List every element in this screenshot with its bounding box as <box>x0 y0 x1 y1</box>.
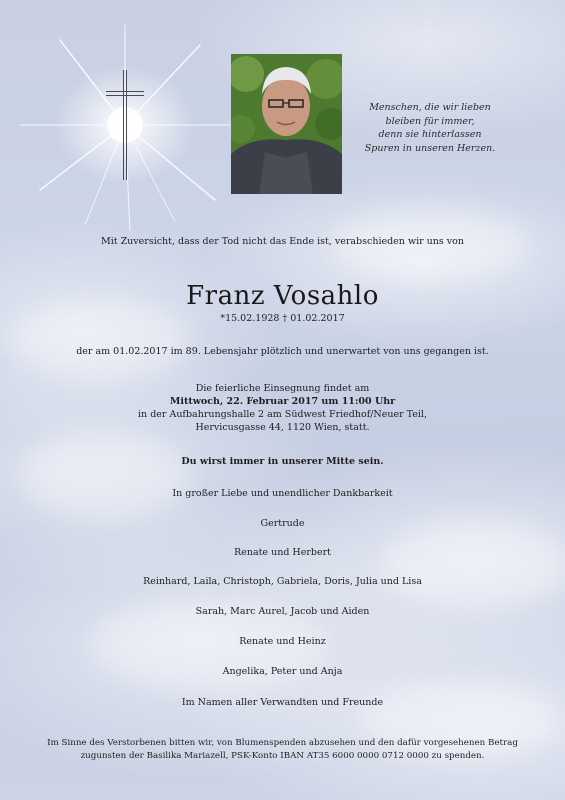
poem-line: Spuren in unseren Herzen. <box>364 142 496 154</box>
family-line: Sarah, Marc Aurel, Jacob und Aiden <box>195 606 370 617</box>
poem-line: denn sie hinterlassen <box>378 129 482 140</box>
motto: Du wirst immer in unserer Mitte sein. <box>181 456 384 467</box>
intro-text: Mit Zuversicht, dass der Tod nicht das Ende ist, verabschieden wir uns von <box>100 236 465 247</box>
family-line: Gertrude <box>260 518 305 529</box>
family-line: Renate und Herbert <box>234 547 331 558</box>
life-dates: *15.02.1928 † 01.02.2017 <box>220 313 345 324</box>
poem-line: bleiben für immer, <box>385 115 475 127</box>
family-line: Angelika, Peter und Anja <box>222 666 343 677</box>
ceremony-date: Mittwoch, 22. Februar 2017 um 11:00 Uhr <box>169 396 396 407</box>
deceased-name: Franz Vosahlo <box>186 281 379 311</box>
death-text: der am 01.02.2017 im 89. Lebensjahr plötzlich und unerwartet von uns gegangen ist. <box>76 346 489 357</box>
poem <box>360 101 500 155</box>
donation-note: zugunsten der Basilika Mariazell, PSK-Konto IBAN AT35 6000 0000 0712 0000 zu spenden. <box>80 751 485 761</box>
family-line: Reinhard, Laila, Christoph, Gabriela, Doris, Julia und Lisa <box>143 576 422 587</box>
cross-icon <box>106 70 144 180</box>
ceremony-line: Die feierliche Einsegnung findet am <box>195 383 370 394</box>
family-line: Renate und Heinz <box>239 636 326 647</box>
poem-line: Menschen, die wir lieben <box>369 102 491 113</box>
family-line: In großer Liebe und unendlicher Dankbarkeit <box>172 488 393 499</box>
portrait-photo <box>231 54 342 194</box>
donation-note: Im Sinne des Verstorbenen bitten wir, von Blumenspenden abzusehen und den dafür vorgesehenen Betrag <box>47 738 518 748</box>
ceremony-location: in der Aufbahrungshalle 2 am Südwest Friedhof/Neuer Teil, <box>138 409 427 420</box>
family-line: Im Namen aller Verwandten und Freunde <box>181 697 384 708</box>
ceremony-address: Hervicusgasse 44, 1120 Wien, statt. <box>195 422 370 433</box>
